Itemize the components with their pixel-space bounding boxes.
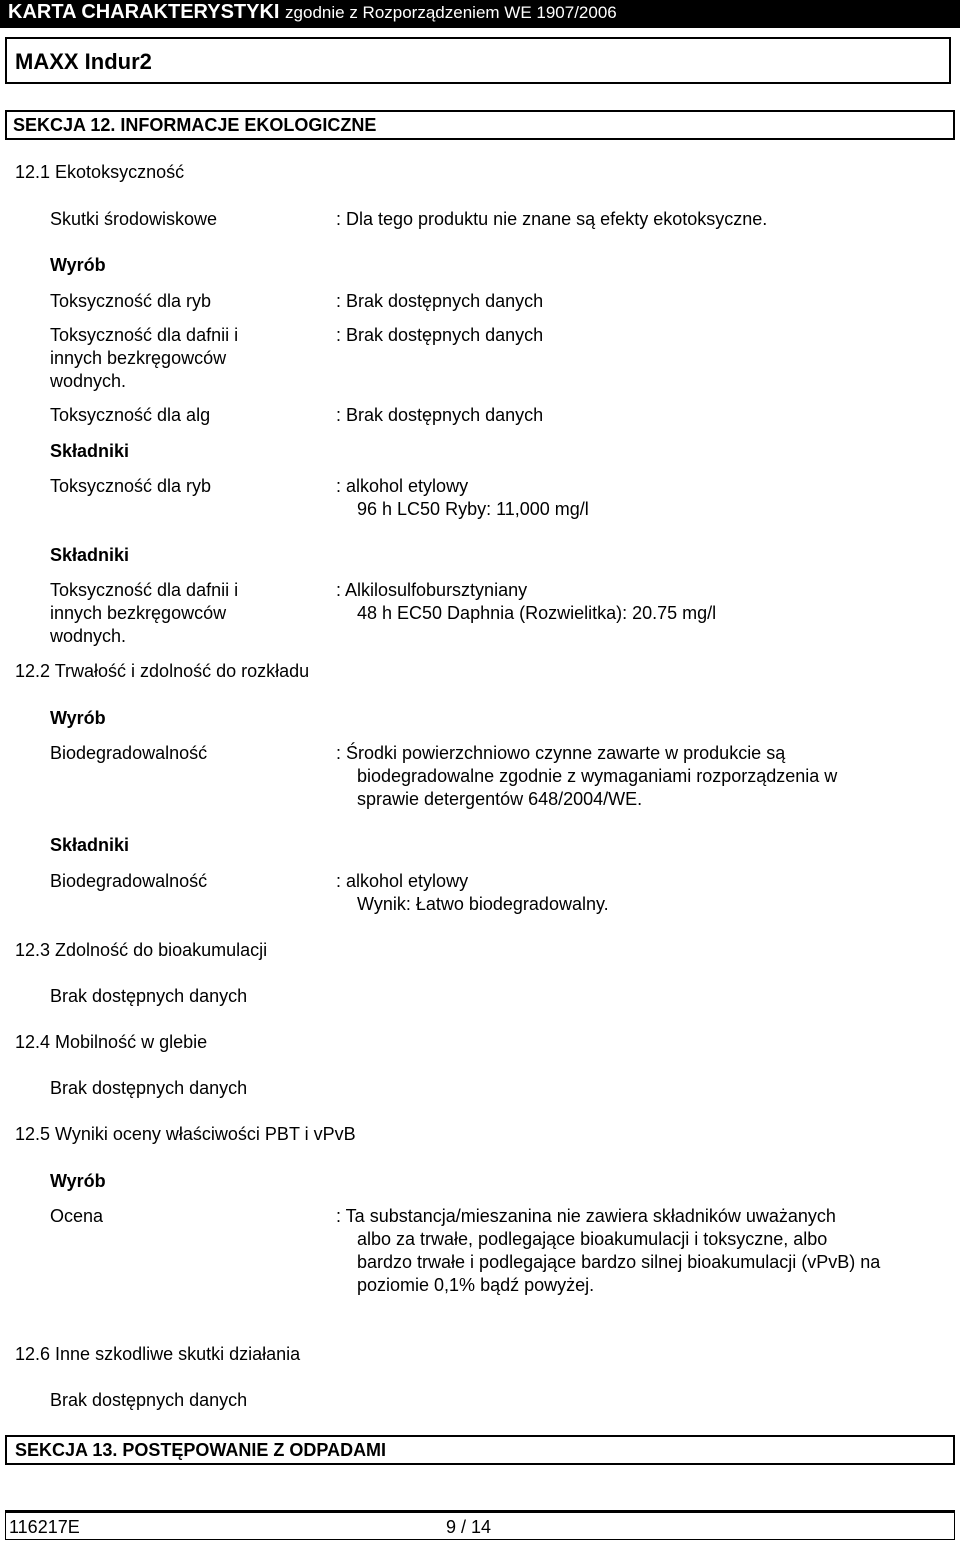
subsection-12-5-heading: 12.5 Wyniki oceny właściwości PBT i vPvB — [15, 1124, 356, 1144]
subsection-12-4-heading: 12.4 Mobilność w glebie — [15, 1032, 208, 1052]
document-regulation: zgodnie z Rozporządzeniem WE 1907/2006 — [285, 3, 617, 22]
component-daphnia-label-line-3: wodnych. — [50, 626, 127, 646]
component-biodegradability-value-line-2: Wynik: Łatwo biodegradowalny. — [357, 894, 609, 914]
component-fish-toxicity-value-line-1: : alkohol etylowy — [336, 476, 469, 496]
subsection-12-6-heading: 12.6 Inne szkodliwe skutki działania — [15, 1344, 301, 1364]
assessment-value-line-2: albo za trwałe, podlegające bioakumulacji i toksyczne, albo — [357, 1229, 828, 1249]
other-effects-text: Brak dostępnych danych — [50, 1390, 248, 1410]
document-title: KARTA CHARAKTERYSTYKI — [8, 1, 280, 23]
component-fish-toxicity-label: Toksyczność dla ryb — [50, 476, 212, 496]
algae-toxicity-label: Toksyczność dla alg — [50, 405, 211, 425]
section-13-heading-box — [5, 1435, 955, 1465]
product-subheading: Wyrób — [50, 255, 106, 275]
biodegradability-value-line-1: : Środki powierzchniowo czynne zawarte w produkcie są — [336, 743, 786, 763]
env-effects-label: Skutki środowiskowe — [50, 209, 218, 229]
biodegradability-value-line-3: sprawie detergentów 648/2004/WE. — [357, 789, 643, 809]
component-fish-toxicity-value-line-2: 96 h LC50 Ryby: 11,000 mg/l — [357, 499, 589, 519]
daphnia-toxicity-value: : Brak dostępnych danych — [336, 325, 544, 345]
section-12-heading: SEKCJA 12. INFORMACJE EKOLOGICZNE — [13, 115, 377, 135]
footer-page-number: 9 / 14 — [446, 1517, 492, 1537]
soil-mobility-text: Brak dostępnych danych — [50, 1078, 248, 1098]
component-biodegradability-value-line-1: : alkohol etylowy — [336, 871, 469, 891]
document-header-text — [8, 1, 617, 24]
section-12-heading-box — [5, 110, 955, 140]
component-biodegradability-label: Biodegradowalność — [50, 871, 208, 891]
biodegradability-label: Biodegradowalność — [50, 743, 208, 763]
component-daphnia-value-line-1: : Alkilosulfobursztyniany — [336, 580, 528, 600]
daphnia-toxicity-label-line-1: Toksyczność dla dafnii i — [50, 325, 239, 345]
assessment-value-line-1: : Ta substancja/mieszanina nie zawiera składników uważanych — [336, 1206, 836, 1226]
product-subheading: Wyrób — [50, 708, 106, 728]
section-13-heading: SEKCJA 13. POSTĘPOWANIE Z ODPADAMI — [15, 1440, 387, 1460]
components-subheading: Składniki — [50, 545, 130, 565]
algae-toxicity-value: : Brak dostępnych danych — [336, 405, 544, 425]
bioaccumulation-text: Brak dostępnych danych — [50, 986, 248, 1006]
product-name-box — [5, 37, 951, 84]
footer-box — [5, 1512, 955, 1540]
env-effects-value: : Dla tego produktu nie znane są efekty ekotoksyczne. — [336, 209, 768, 229]
product-name: MAXX Indur2 — [15, 49, 152, 74]
fish-toxicity-label: Toksyczność dla ryb — [50, 291, 212, 311]
assessment-label: Ocena — [50, 1206, 104, 1226]
subsection-12-3-heading: 12.3 Zdolność do bioakumulacji — [15, 940, 268, 960]
components-subheading: Składniki — [50, 441, 130, 461]
component-daphnia-label-line-2: innych bezkręgowców — [50, 603, 227, 623]
component-daphnia-value-line-2: 48 h EC50 Daphnia (Rozwielitka): 20.75 mg/l — [357, 603, 717, 623]
document-header-bar — [0, 0, 960, 28]
fish-toxicity-value: : Brak dostępnych danych — [336, 291, 544, 311]
footer-document-code: 116217E — [9, 1517, 80, 1537]
components-subheading: Składniki — [50, 835, 130, 855]
biodegradability-value-line-2: biodegradowalne zgodnie z wymaganiami rozporządzenia w — [357, 766, 838, 786]
subsection-12-1-heading: 12.1 Ekotoksyczność — [15, 162, 185, 182]
product-subheading: Wyrób — [50, 1171, 106, 1191]
daphnia-toxicity-label-line-3: wodnych. — [50, 371, 127, 391]
assessment-value-line-3: bardzo trwałe i podlegające bardzo silnej bioakumulacji (vPvB) na — [357, 1252, 881, 1272]
daphnia-toxicity-label-line-2: innych bezkręgowców — [50, 348, 227, 368]
assessment-value-line-4: poziomie 0,1% bądź powyżej. — [357, 1275, 595, 1295]
subsection-12-2-heading: 12.2 Trwałość i zdolność do rozkładu — [15, 661, 310, 681]
component-daphnia-label-line-1: Toksyczność dla dafnii i — [50, 580, 239, 600]
